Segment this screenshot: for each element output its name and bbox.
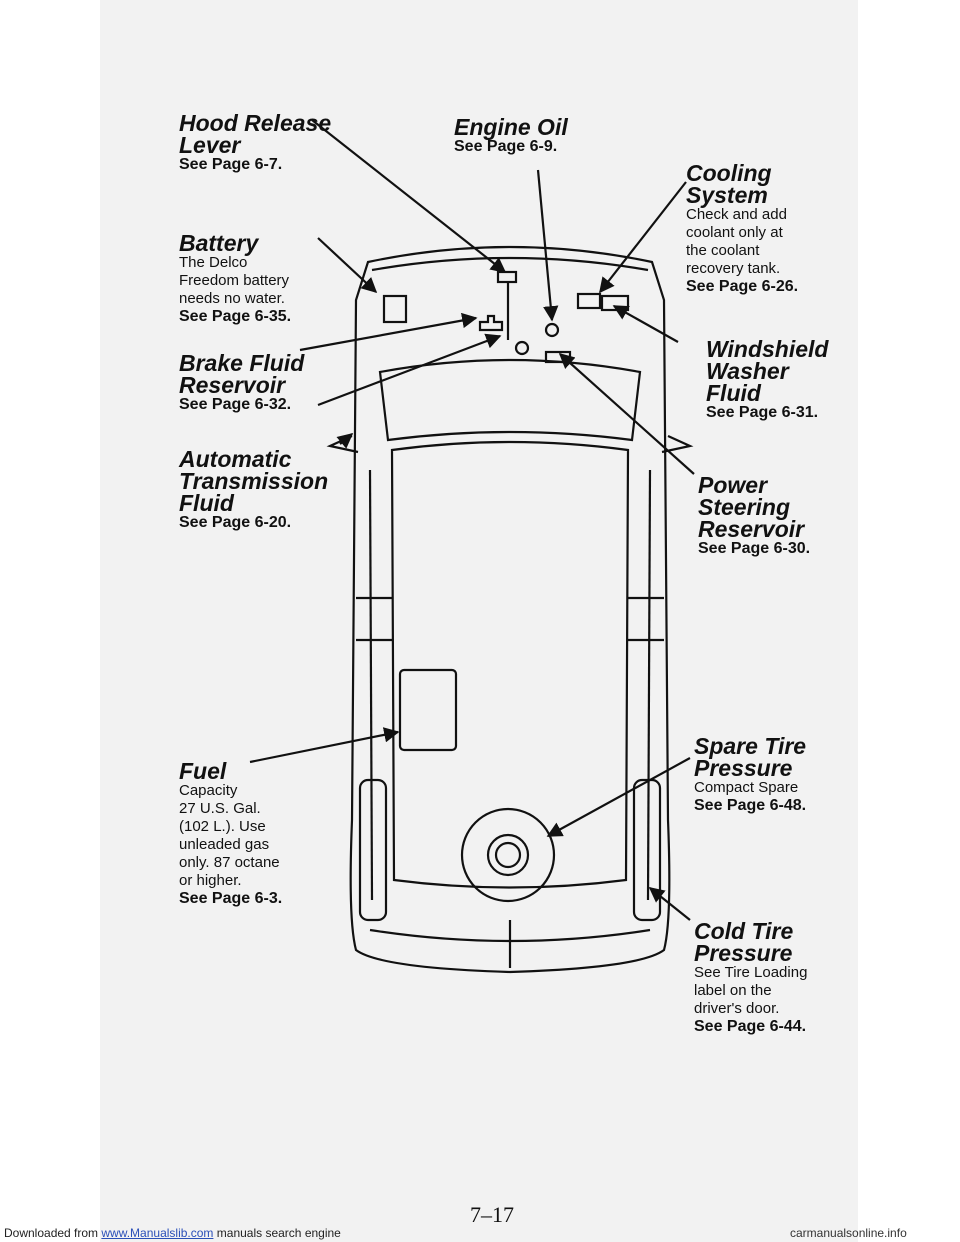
steer-title-3: Reservoir — [698, 516, 805, 542]
cooling-line: Check and add — [686, 206, 787, 223]
cold-desc — [694, 964, 807, 1018]
download-footer — [4, 1226, 341, 1240]
cold-line: label on the — [694, 982, 772, 999]
fuel-line: only. 87 octane — [179, 854, 280, 871]
footer-suffix: manuals search engine — [213, 1226, 341, 1240]
cooling-title-1: Cooling — [686, 160, 772, 186]
manualslib-link[interactable]: www.Manualslib.com — [101, 1226, 214, 1240]
cooling-title-2: System — [686, 182, 768, 208]
cold-page-ref: See Page 6-44. — [694, 1018, 807, 1035]
cooling-line: recovery tank. — [686, 260, 781, 277]
cold-title-2: Pressure — [694, 940, 793, 966]
steer-title-1: Power — [698, 472, 768, 498]
steer-page-ref: See Page 6-30. — [698, 540, 811, 557]
hood-page-ref: See Page 6-7. — [179, 156, 283, 173]
trans-title-3: Fluid — [179, 490, 234, 516]
label-brake-fluid — [179, 352, 304, 414]
battery-line: needs no water. — [179, 290, 285, 307]
fuel-line: Capacity — [179, 782, 238, 799]
label-cooling-system — [686, 162, 798, 296]
fuel-line: unleaded gas — [179, 836, 270, 853]
washer-page-ref: See Page 6-31. — [706, 404, 819, 421]
cooling-line: the coolant — [686, 242, 760, 259]
trans-title-2: Transmission — [179, 468, 329, 494]
cold-line: driver's door. — [694, 1000, 780, 1017]
footer-prefix: Downloaded from — [4, 1226, 102, 1240]
battery-page-ref: See Page 6-35. — [179, 308, 292, 325]
washer-title-2: Washer — [706, 358, 789, 384]
fuel-line: or higher. — [179, 872, 242, 889]
label-spare-tire — [694, 735, 806, 815]
hood-title-2: Lever — [179, 132, 241, 158]
label-battery — [179, 232, 291, 326]
brake-title-1: Brake Fluid — [179, 350, 305, 376]
label-transmission-fluid — [179, 448, 328, 532]
trans-page-ref: See Page 6-20. — [179, 514, 292, 531]
cold-line: See Tire Loading — [694, 964, 808, 981]
spare-line: Compact Spare — [694, 779, 799, 796]
battery-line: The Delco — [179, 254, 248, 271]
battery-title: Battery — [179, 230, 259, 256]
oil-page-ref: See Page 6-9. — [454, 138, 558, 155]
fuel-title: Fuel — [179, 758, 227, 784]
trans-title-1: Automatic — [179, 446, 292, 472]
label-hood-release — [179, 112, 331, 174]
washer-title-3: Fluid — [706, 380, 761, 406]
label-fuel — [179, 760, 282, 908]
cooling-desc — [686, 206, 798, 278]
battery-desc — [179, 254, 291, 308]
battery-line: Freedom battery — [179, 272, 290, 289]
washer-title-1: Windshield — [706, 336, 829, 362]
label-washer-fluid — [706, 338, 828, 422]
fuel-line: (102 L.). Use — [179, 818, 266, 835]
brake-title-2: Reservoir — [179, 372, 286, 398]
fuel-line: 27 U.S. Gal. — [179, 800, 261, 817]
fuel-page-ref: See Page 6-3. — [179, 890, 283, 907]
watermark: carmanualsonline.info — [790, 1226, 907, 1240]
cooling-page-ref: See Page 6-26. — [686, 278, 799, 295]
label-cold-tire — [694, 920, 807, 1036]
page-number: 7–17 — [470, 1202, 514, 1227]
fuel-desc — [179, 782, 282, 890]
cold-title-1: Cold Tire — [694, 918, 794, 944]
spare-title-1: Spare Tire — [694, 733, 807, 759]
vehicle-body — [330, 247, 690, 972]
steer-title-2: Steering — [698, 494, 791, 520]
label-power-steering — [698, 474, 810, 558]
hood-title-1: Hood Release — [179, 110, 332, 136]
label-engine-oil — [454, 116, 568, 156]
brake-page-ref: See Page 6-32. — [179, 396, 292, 413]
spare-page-ref: See Page 6-48. — [694, 797, 807, 814]
spare-title-2: Pressure — [694, 755, 793, 781]
cooling-line: coolant only at — [686, 224, 783, 241]
oil-title: Engine Oil — [454, 114, 568, 140]
spare-desc — [694, 779, 806, 797]
